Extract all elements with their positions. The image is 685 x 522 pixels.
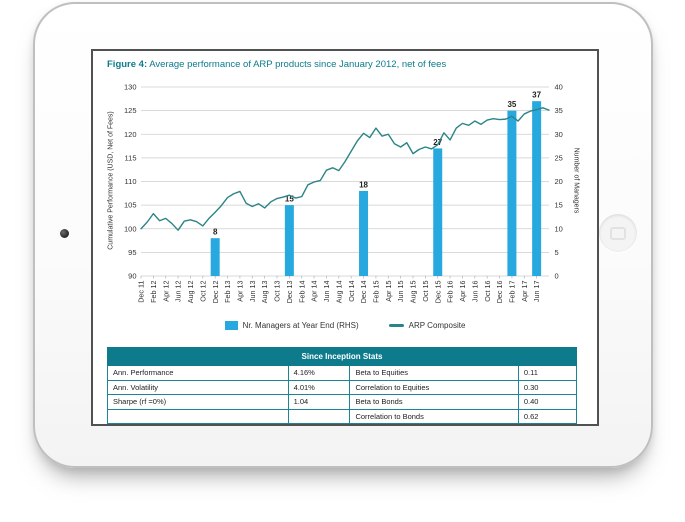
x-axis-tick-label: Oct 12 xyxy=(198,280,208,302)
left-axis-tick-label: 95 xyxy=(128,247,137,257)
x-axis-tick-label: Feb 15 xyxy=(371,280,381,303)
left-axis-tick-label: 130 xyxy=(123,82,137,92)
x-axis-tick-label: Apr 16 xyxy=(458,280,468,302)
x-axis-tick-label: Apr 17 xyxy=(519,280,529,302)
stat-cell: Ann. Volatility xyxy=(108,380,289,395)
right-axis-tick-label: 30 xyxy=(554,129,563,139)
x-axis-tick-label: Apr 14 xyxy=(309,280,319,302)
x-axis-tick-label: Oct 15 xyxy=(420,280,430,302)
left-axis-tick-label: 125 xyxy=(123,106,137,116)
left-axis-tick-label: 90 xyxy=(128,271,137,281)
stat-cell: 0.11 xyxy=(518,366,576,381)
stat-cell: 0.30 xyxy=(518,380,576,395)
right-axis-tick-label: 10 xyxy=(554,224,563,234)
right-axis-tick-label: 25 xyxy=(554,153,563,163)
manager-count-bar xyxy=(359,191,368,276)
x-axis-tick-label: Apr 12 xyxy=(161,280,171,302)
bar-value-label: 35 xyxy=(507,100,517,110)
right-axis-title: Number of Managers xyxy=(572,147,580,214)
x-axis-tick-label: Apr 13 xyxy=(235,280,245,302)
x-axis-tick-label: Dec 16 xyxy=(495,280,505,304)
bar-swatch-icon xyxy=(225,321,238,330)
stat-cell: Correlation to Bonds xyxy=(350,409,518,424)
home-button-glyph xyxy=(610,227,626,240)
x-axis-tick-label: Oct 16 xyxy=(482,280,492,302)
x-axis-tick-label: Dec 11 xyxy=(136,280,146,303)
x-axis-tick-label: Aug 12 xyxy=(186,280,196,304)
chart-svg xyxy=(93,73,601,319)
manager-count-bar xyxy=(211,238,220,276)
right-axis-tick-label: 35 xyxy=(554,106,563,116)
manager-count-bar xyxy=(507,111,516,276)
right-axis-tick-label: 20 xyxy=(554,177,563,187)
figure-title-prefix: Figure 4: xyxy=(107,59,148,70)
stat-cell: Sharpe (rf =0%) xyxy=(108,395,289,410)
legend-item-bars xyxy=(225,321,359,330)
x-axis-tick-label: Aug 13 xyxy=(260,280,270,304)
stats-row xyxy=(108,366,577,381)
bar-value-label: 15 xyxy=(284,194,294,204)
right-axis-tick-label: 0 xyxy=(554,271,559,281)
stat-cell: Ann. Performance xyxy=(108,366,289,381)
manager-count-bar xyxy=(532,101,541,276)
chart-legend xyxy=(93,321,597,330)
x-axis-tick-label: Jun 16 xyxy=(470,280,480,303)
stat-cell: Beta to Equities xyxy=(350,366,518,381)
stat-cell: Correlation to Equities xyxy=(350,380,518,395)
stat-cell: 4.16% xyxy=(288,366,350,381)
x-axis-tick-label: Feb 16 xyxy=(445,280,455,303)
x-axis-tick-label: Feb 14 xyxy=(297,280,307,303)
right-axis-tick-label: 15 xyxy=(554,200,563,210)
stat-cell: 4.01% xyxy=(288,380,350,395)
figure-title xyxy=(107,59,446,70)
x-axis-tick-label: Feb 12 xyxy=(148,280,158,303)
right-axis-tick-label: 40 xyxy=(554,82,563,92)
x-axis-tick-label: Aug 14 xyxy=(334,280,344,304)
manager-count-bar xyxy=(285,205,294,276)
manager-count-bar xyxy=(433,148,442,276)
bar-value-label: 27 xyxy=(433,137,443,147)
stats-table-body xyxy=(108,366,577,424)
camera-icon xyxy=(60,229,69,238)
left-axis-tick-label: 120 xyxy=(123,129,137,139)
bar-value-label: 8 xyxy=(212,227,218,237)
x-axis-tick-label: Aug 15 xyxy=(408,280,418,304)
x-axis-tick-label: Oct 13 xyxy=(272,280,282,302)
home-button-icon xyxy=(599,214,637,252)
x-axis-tick-label: Oct 14 xyxy=(346,280,356,302)
x-axis-tick-label: Apr 15 xyxy=(383,280,393,302)
left-axis-tick-label: 100 xyxy=(123,224,137,234)
tablet-frame xyxy=(33,2,653,468)
stat-cell: 1.04 xyxy=(288,395,350,410)
x-axis-tick-label: Dec 13 xyxy=(284,280,294,304)
x-axis-tick-label: Dec 12 xyxy=(210,280,220,304)
left-axis-title: Cumulative Performance (USD, Net of Fees) xyxy=(107,111,115,250)
figure-title-text: Average performance of ARP products since January 2012, net of fees xyxy=(147,59,447,70)
report-page xyxy=(91,49,599,426)
x-axis-tick-label: Jun 12 xyxy=(173,280,183,303)
since-inception-stats-table xyxy=(107,347,577,424)
stat-cell-empty xyxy=(108,409,289,424)
x-axis-tick-label: Jun 15 xyxy=(396,280,406,303)
line-swatch-icon xyxy=(389,324,404,327)
x-axis-tick-label: Feb 13 xyxy=(223,280,233,303)
x-axis-tick-label: Jun 13 xyxy=(247,280,257,303)
stat-cell-empty xyxy=(288,409,350,424)
legend-bars-label: Nr. Managers at Year End (RHS) xyxy=(242,321,359,330)
bar-value-label: 18 xyxy=(359,180,368,190)
x-axis-tick-label: Jun 17 xyxy=(532,280,542,303)
legend-line-label: ARP Composite xyxy=(408,321,466,330)
x-axis-tick-label: Dec 15 xyxy=(433,280,443,304)
x-axis-tick-label: Dec 14 xyxy=(359,280,369,304)
stats-table-header: Since Inception Stats xyxy=(108,348,577,366)
right-axis-tick-label: 5 xyxy=(554,247,559,257)
legend-item-line xyxy=(389,321,466,330)
stats-row xyxy=(108,395,577,410)
stats-row xyxy=(108,409,577,424)
left-axis-tick-label: 115 xyxy=(124,153,137,163)
left-axis-tick-label: 105 xyxy=(123,200,137,210)
stat-cell: 0.40 xyxy=(518,395,576,410)
stat-cell: Beta to Bonds xyxy=(350,395,518,410)
stat-cell: 0.62 xyxy=(518,409,576,424)
stats-row xyxy=(108,380,577,395)
x-axis-tick-label: Feb 17 xyxy=(507,280,517,303)
arp-composite-line xyxy=(141,108,549,230)
x-axis-tick-label: Jun 14 xyxy=(322,280,332,303)
left-axis-tick-label: 110 xyxy=(124,177,137,187)
bar-value-label: 37 xyxy=(532,90,542,100)
